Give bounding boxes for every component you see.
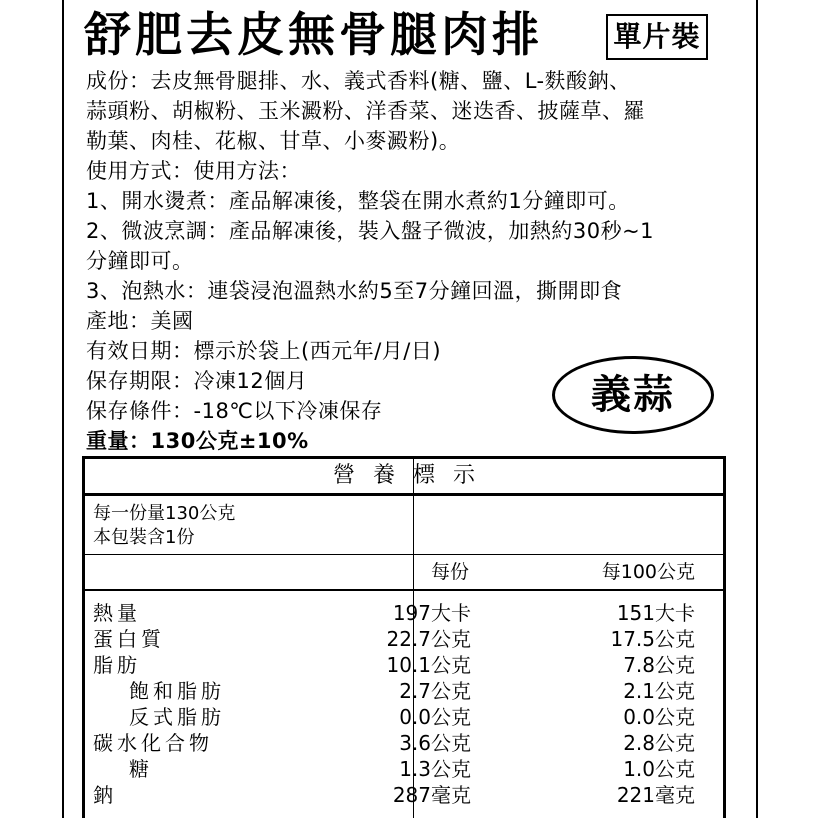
ingredients-line: 蒜頭粉、胡椒粉、玉米澱粉、洋香菜、迷迭香、披薩草、羅	[86, 99, 645, 123]
nutrient-name: 飽和脂肪	[129, 679, 225, 703]
per-100g-value: 17.5公克	[610, 627, 695, 651]
nutrient-name: 糖	[129, 757, 153, 781]
servings-per-package: 本包裝含1份	[93, 527, 195, 548]
per-100g-value: 0.0公克	[623, 705, 695, 729]
per-serving-value: 22.7公克	[386, 627, 471, 651]
ingredients-line: 成份：去皮無骨腿排、水、義式香料(糖、鹽、L-麩酸鈉、	[86, 69, 631, 93]
per-100g-header: 每100公克	[601, 561, 695, 583]
table-row	[85, 678, 723, 704]
table-row	[85, 652, 723, 678]
table-row	[85, 704, 723, 730]
per-serving-value: 197大卡	[392, 601, 471, 625]
nutrient-name: 碳水化合物	[93, 731, 213, 755]
nutrient-name: 蛋白質	[93, 627, 165, 651]
per-100g-value: 221毫克	[616, 783, 695, 807]
product-title: 舒肥去皮無骨腿肉排	[84, 8, 543, 63]
usage-step: 3、泡熱水：連袋浸泡溫熱水約5至7分鐘回溫，撕開即食	[86, 279, 623, 303]
usage-step: 1、開水燙煮：產品解凍後，整袋在開水煮約1分鐘即可。	[86, 189, 630, 213]
nutrient-name: 熱量	[93, 601, 141, 625]
per-100g-value: 2.1公克	[623, 679, 695, 703]
usage-heading: 使用方式：使用方法：	[86, 159, 301, 183]
table-row	[85, 756, 723, 782]
shelf-life: 保存期限：冷凍12個月	[86, 369, 308, 393]
nutrient-name: 脂肪	[93, 653, 141, 677]
nutrition-heading: 營養標示	[85, 459, 723, 496]
origin: 產地：美國	[86, 309, 194, 333]
per-100g-value: 7.8公克	[623, 653, 695, 677]
table-row	[85, 782, 723, 808]
usage-step: 2、微波烹調：產品解凍後，裝入盤子微波，加熱約30秒~1	[86, 219, 655, 243]
per-100g-value: 2.8公克	[623, 731, 695, 755]
table-row	[85, 600, 723, 626]
ingredients-line: 勒葉、肉桂、花椒、甘草、小麥澱粉)。	[86, 129, 461, 153]
table-row	[85, 730, 723, 756]
per-serving-value: 2.7公克	[399, 679, 471, 703]
serving-size: 每一份量130公克	[93, 503, 236, 524]
per-serving-value: 3.6公克	[399, 731, 471, 755]
per-serving-value: 0.0公克	[399, 705, 471, 729]
per-serving-value: 1.3公克	[399, 757, 471, 781]
per-100g-value: 1.0公克	[623, 757, 695, 781]
usage-step: 分鐘即可。	[86, 249, 194, 273]
single-pack-badge: 單片裝	[606, 14, 708, 60]
nutrient-name: 反式脂肪	[129, 705, 225, 729]
nutrient-name: 鈉	[93, 783, 117, 807]
per-serving-value: 287毫克	[392, 783, 471, 807]
column-headers	[85, 555, 723, 591]
flavor-stamp: 義蒜	[552, 356, 714, 434]
net-weight: 重量：130公克±10%	[86, 429, 309, 453]
serving-info	[85, 496, 723, 555]
per-serving-header: 每份	[431, 561, 470, 583]
storage-condition: 保存條件：-18℃以下冷凍保存	[86, 399, 383, 423]
per-100g-value: 151大卡	[616, 601, 695, 625]
nutrient-rows	[85, 591, 723, 808]
table-row	[85, 626, 723, 652]
expiry-date: 有效日期：標示於袋上(西元年/月/日)	[86, 339, 442, 363]
nutrition-table	[82, 456, 726, 818]
per-serving-value: 10.1公克	[386, 653, 471, 677]
